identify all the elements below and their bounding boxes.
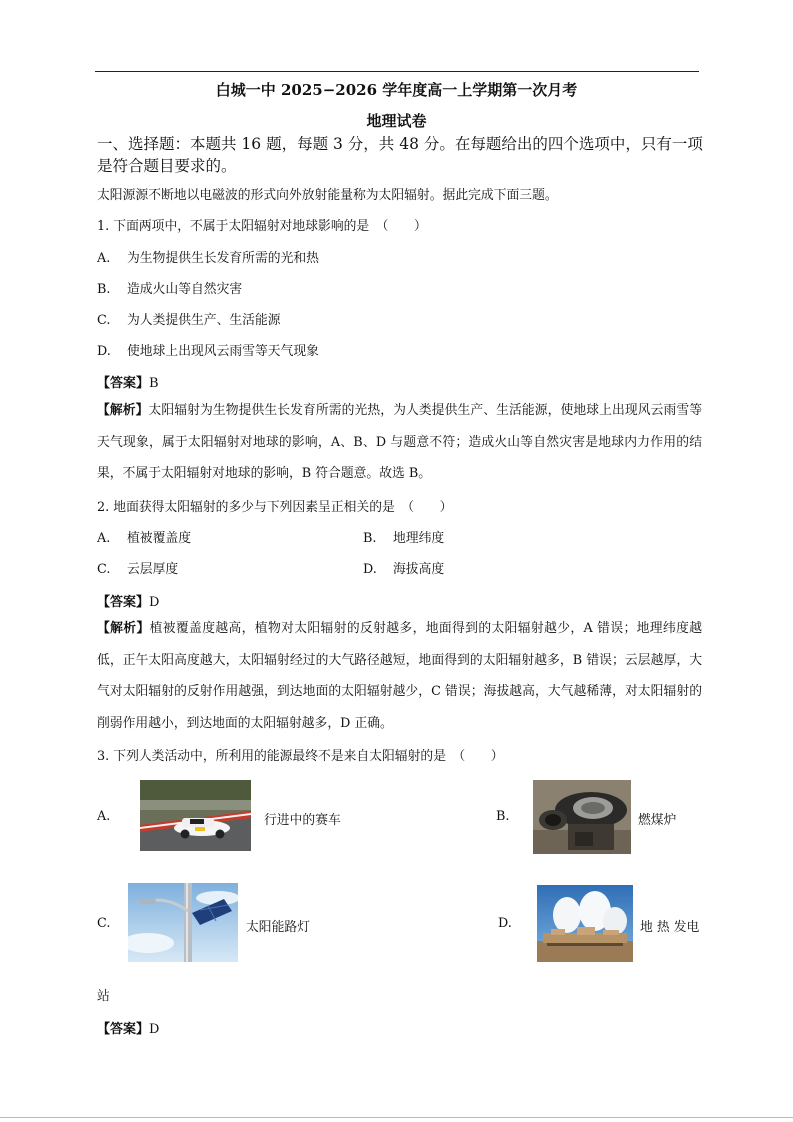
option-text: 云层厚度 [127, 562, 179, 577]
question-2-option-a [97, 527, 191, 546]
question-3-option-b-text: 燃煤炉 [638, 813, 677, 828]
analysis-text: 太阳辐射为生物提供生长发育所需的光热，为人类提供生产、生活能源，使地球上出现风云雨雪等天气现象，属于太阳辐射对地球的影响，A、B、D 与题意不符；造成火山等自然灾害是地球内力作用的结果，不属于太阳辐射对地球的影响，B 符合题意。故选 B。 [97, 403, 703, 481]
question-1-analysis [97, 395, 702, 490]
geothermal-plant-image [537, 885, 633, 962]
analysis-text: 植被覆盖度越高，植物对太阳辐射的反射越多，地面得到的太阳辐射越少，A 错误；地理纬度越低，正午太阳高度越大，太阳辐射经过的大气路径越短，地面得到的太阳辐射越多，B 错误；云层越厚，大气对太阳辐射的反射作用越强，到达地面的太阳辐射越少，C 错误；海拔越高，大气越稀薄，对太阳辐射的削弱作用越小，到达地面的太阳辐射越多，D 正确。 [97, 621, 703, 731]
question-3-option-d-text: 地 热 发电 [640, 920, 700, 935]
question-1-stem: 1. 下面两项中，不属于太阳辐射对地球影响的是 （ ） [97, 219, 427, 234]
option-letter: C. [97, 313, 111, 328]
option-letter: D. [363, 562, 377, 577]
option-text: 植被覆盖度 [127, 531, 191, 546]
question-2-stem: 2. 地面获得太阳辐射的多少与下列因素呈正相关的是 （ ） [97, 500, 453, 515]
question-3-answer [97, 1018, 159, 1037]
page-bottom-rule [0, 1117, 793, 1118]
question-1-answer [97, 372, 159, 391]
answer-value: D [149, 1022, 160, 1037]
question-3-option-a-text: 行进中的赛车 [264, 813, 341, 828]
intro-text: 太阳源源不断地以电磁波的形式向外放射能量称为太阳辐射。据此完成下面三题。 [97, 188, 558, 203]
race-car-image [140, 780, 251, 851]
option-letter: C. [97, 562, 111, 577]
option-text: 地理纬度 [393, 531, 445, 546]
question-1-option-c [97, 309, 281, 328]
question-3-option-c-text: 太阳能路灯 [246, 920, 310, 935]
question-1-option-b [97, 278, 242, 297]
question-3-option-b-letter: B. [496, 809, 510, 824]
option-text: 为人类提供生产、生活能源 [127, 313, 281, 328]
question-1-option-d [97, 340, 319, 359]
question-2-option-c [97, 558, 178, 577]
answer-label: 【答案】 [97, 595, 150, 610]
question-3-option-d-letter: D. [498, 916, 512, 931]
header-rule [95, 71, 699, 72]
question-2-option-d [363, 558, 444, 577]
answer-label: 【答案】 [97, 1022, 150, 1037]
exam-title: 白城一中 2025−2026 学年度高一上学期第一次月考 [215, 81, 578, 99]
option-letter: B. [97, 282, 111, 297]
question-2-option-b [363, 527, 444, 546]
option-text: 使地球上出现风云雨雪等天气现象 [127, 344, 319, 359]
question-3-stem: 3. 下列人类活动中，所利用的能源最终不是来自太阳辐射的是 （ ） [97, 749, 504, 764]
analysis-label: 【解析】 [97, 621, 150, 636]
option-letter: B. [363, 531, 377, 546]
option-letter: D. [97, 344, 111, 359]
option-text: 海拔高度 [393, 562, 445, 577]
answer-value: B [149, 376, 159, 391]
question-3-option-d-wrap: 站 [97, 989, 110, 1004]
section-heading: 一、选择题：本题共 16 题，每题 3 分，共 48 分。在每题给出的四个选项中，只有一项是符合题目要求的。 [97, 135, 703, 175]
coal-stove-image [533, 780, 631, 854]
answer-label: 【答案】 [97, 376, 150, 391]
option-letter: A. [97, 251, 111, 266]
question-3-option-c-letter: C. [97, 916, 111, 931]
option-text: 造成火山等自然灾害 [127, 282, 243, 297]
solar-street-lamp-image [128, 883, 238, 962]
option-text: 为生物提供生长发育所需的光和热 [127, 251, 319, 266]
exam-subtitle: 地理试卷 [366, 112, 427, 130]
option-letter: A. [97, 531, 111, 546]
question-2-analysis [97, 613, 702, 739]
question-3-option-a-letter: A. [97, 809, 111, 824]
answer-value: D [149, 595, 160, 610]
question-1-option-a [97, 247, 319, 266]
question-2-answer [97, 591, 159, 610]
analysis-label: 【解析】 [97, 403, 149, 418]
